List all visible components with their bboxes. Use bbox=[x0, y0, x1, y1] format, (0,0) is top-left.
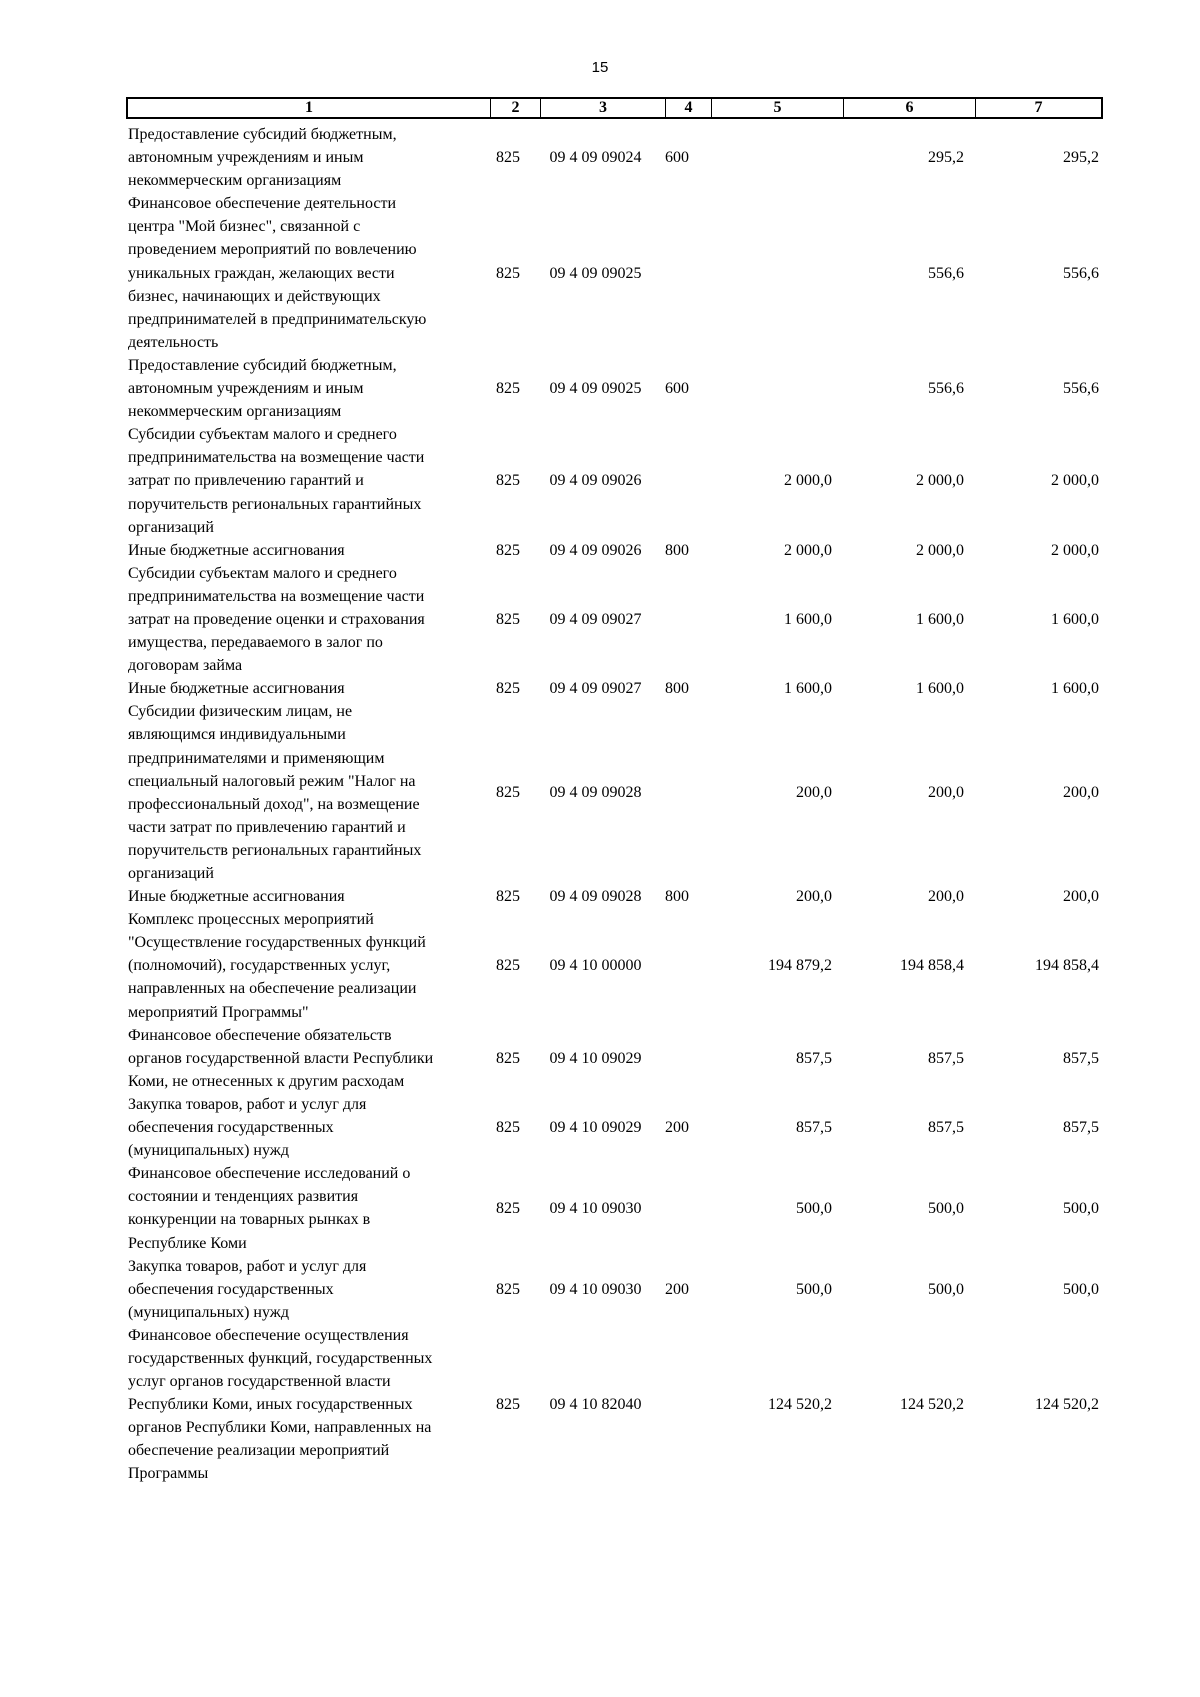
table-row bbox=[128, 123, 1103, 192]
row-target-code: 09 4 09 09028 bbox=[549, 784, 642, 802]
row-admin-code: 825 bbox=[496, 472, 520, 490]
row-description: Финансовое обеспечение обязательств органов государственной власти Республики Коми, не отнесенных к другим расходам bbox=[128, 1026, 434, 1090]
row-amount-col7: 200,0 bbox=[1063, 784, 1099, 802]
row-amount-col5: 500,0 bbox=[796, 1199, 832, 1217]
row-admin-code: 825 bbox=[496, 541, 520, 559]
row-expense-type: 800 bbox=[665, 680, 689, 698]
table-row bbox=[128, 1024, 1103, 1093]
row-description: Субсидии субъектам малого и среднего предпринимательства на возмещение части затрат по привлечению гарантий и поручительств региональных гарантийных организаций bbox=[128, 426, 425, 536]
row-amount-col6: 1 600,0 bbox=[916, 610, 964, 628]
header-col-1: 1 bbox=[128, 99, 491, 117]
row-amount-col6: 124 520,2 bbox=[900, 1396, 964, 1414]
row-admin-code: 825 bbox=[496, 680, 520, 698]
row-amount-col6: 2 000,0 bbox=[916, 541, 964, 559]
row-description: Иные бюджетные ассигнования bbox=[128, 680, 345, 698]
table-row bbox=[128, 1255, 1103, 1324]
table-row bbox=[128, 1162, 1103, 1254]
row-amount-col6: 200,0 bbox=[928, 888, 964, 906]
row-amount-col7: 124 520,2 bbox=[1035, 1396, 1099, 1414]
row-expense-type: 200 bbox=[665, 1280, 689, 1298]
row-target-code: 09 4 10 09029 bbox=[549, 1049, 642, 1067]
row-target-code: 09 4 09 09025 bbox=[549, 264, 642, 282]
row-admin-code: 825 bbox=[496, 1280, 520, 1298]
table-row bbox=[128, 354, 1103, 423]
row-description: Субсидии субъектам малого и среднего предпринимательства на возмещение части затрат на проведение оценки и страхования имущества, передаваемого в залог по договорам займа bbox=[128, 564, 425, 675]
row-expense-type: 600 bbox=[665, 149, 689, 167]
row-amount-col6: 500,0 bbox=[928, 1199, 964, 1217]
row-amount-col7: 500,0 bbox=[1063, 1280, 1099, 1298]
row-description: Субсидии физическим лицам, не являющимся индивидуальными предпринимателями и применяющим специальный налоговый режим "Налог на профессиональный доход", на возмещение части затрат по привлечению гарантий и поручительств региональных гарантийных организаций bbox=[128, 703, 422, 882]
row-admin-code: 825 bbox=[496, 1119, 520, 1137]
row-target-code: 09 4 10 00000 bbox=[549, 957, 642, 975]
row-amount-col7: 556,6 bbox=[1063, 264, 1099, 282]
row-description: Закупка товаров, работ и услуг для обеспечения государственных (муниципальных) нужд bbox=[128, 1095, 367, 1160]
row-description: Предоставление субсидий бюджетным, автономным учреждениям и иным некоммерческим организациям bbox=[128, 126, 397, 190]
row-target-code: 09 4 10 09030 bbox=[549, 1280, 642, 1298]
header-col-3: 3 bbox=[541, 99, 666, 117]
row-amount-col5: 857,5 bbox=[796, 1049, 832, 1067]
table-row bbox=[128, 700, 1103, 885]
row-target-code: 09 4 09 09026 bbox=[549, 472, 642, 490]
row-admin-code: 825 bbox=[496, 1049, 520, 1067]
row-target-code: 09 4 10 09029 bbox=[549, 1119, 642, 1137]
table-row bbox=[128, 1093, 1103, 1162]
row-admin-code: 825 bbox=[496, 1199, 520, 1217]
row-amount-col5: 124 520,2 bbox=[768, 1396, 832, 1414]
row-amount-col6: 1 600,0 bbox=[916, 680, 964, 698]
row-amount-col6: 295,2 bbox=[928, 149, 964, 167]
table-row bbox=[128, 423, 1103, 538]
row-amount-col7: 500,0 bbox=[1063, 1199, 1099, 1217]
row-target-code: 09 4 09 09027 bbox=[549, 680, 642, 698]
row-description: Финансовое обеспечение деятельности центра "Мой бизнес", связанной с проведением мероприятий по вовлечению уникальных граждан, желающих вести бизнес, начинающих и действующих предпринимателей в предпринимательскую деятельность bbox=[128, 195, 427, 351]
row-admin-code: 825 bbox=[496, 149, 520, 167]
row-target-code: 09 4 10 09030 bbox=[549, 1199, 642, 1217]
row-amount-col6: 556,6 bbox=[928, 380, 964, 398]
row-amount-col5: 1 600,0 bbox=[784, 610, 832, 628]
row-amount-col6: 194 858,4 bbox=[900, 957, 964, 975]
table-row bbox=[128, 562, 1103, 677]
row-description: Иные бюджетные ассигнования bbox=[128, 888, 345, 906]
row-amount-col7: 857,5 bbox=[1063, 1119, 1099, 1137]
row-target-code: 09 4 10 82040 bbox=[549, 1396, 642, 1414]
row-amount-col7: 2 000,0 bbox=[1051, 541, 1099, 559]
row-admin-code: 825 bbox=[496, 610, 520, 628]
table-header bbox=[126, 97, 1103, 119]
row-amount-col5: 500,0 bbox=[796, 1280, 832, 1298]
row-admin-code: 825 bbox=[496, 957, 520, 975]
header-col-6: 6 bbox=[844, 99, 976, 117]
row-expense-type: 600 bbox=[665, 380, 689, 398]
header-col-7: 7 bbox=[1034, 99, 1043, 116]
row-description: Комплекс процессных мероприятий "Осуществление государственных функций (полномочий), государственных услуг, направленных на обеспечение реализации мероприятий Программы" bbox=[128, 911, 426, 1021]
row-admin-code: 825 bbox=[496, 1396, 520, 1414]
row-target-code: 09 4 09 09024 bbox=[549, 149, 642, 167]
row-admin-code: 825 bbox=[496, 888, 520, 906]
row-amount-col6: 500,0 bbox=[928, 1280, 964, 1298]
row-description: Финансовое обеспечение исследований о состоянии и тенденциях развития конкуренции на товарных рынках в Республике Коми bbox=[128, 1165, 411, 1252]
row-amount-col5: 200,0 bbox=[796, 784, 832, 802]
row-amount-col6: 200,0 bbox=[928, 784, 964, 802]
row-amount-col6: 857,5 bbox=[928, 1119, 964, 1137]
row-expense-type: 800 bbox=[665, 888, 689, 906]
row-admin-code: 825 bbox=[496, 264, 520, 282]
row-amount-col7: 1 600,0 bbox=[1051, 680, 1099, 698]
row-admin-code: 825 bbox=[496, 784, 520, 802]
row-amount-col5: 1 600,0 bbox=[784, 680, 832, 698]
header-col-5: 5 bbox=[712, 99, 844, 117]
row-amount-col7: 1 600,0 bbox=[1051, 610, 1099, 628]
row-amount-col7: 556,6 bbox=[1063, 380, 1099, 398]
row-amount-col7: 2 000,0 bbox=[1051, 472, 1099, 490]
row-amount-col6: 857,5 bbox=[928, 1049, 964, 1067]
table-row bbox=[128, 539, 1103, 562]
page-number: 15 bbox=[591, 59, 609, 76]
row-expense-type: 200 bbox=[665, 1119, 689, 1137]
row-target-code: 09 4 09 09025 bbox=[549, 380, 642, 398]
row-amount-col5: 200,0 bbox=[796, 888, 832, 906]
row-admin-code: 825 bbox=[496, 380, 520, 398]
row-amount-col7: 295,2 bbox=[1063, 149, 1099, 167]
table-row bbox=[128, 1324, 1103, 1486]
table-row bbox=[128, 908, 1103, 1023]
header-col-2: 2 bbox=[491, 99, 541, 117]
row-amount-col5: 194 879,2 bbox=[768, 957, 832, 975]
row-amount-col6: 2 000,0 bbox=[916, 472, 964, 490]
table-row bbox=[128, 677, 1103, 700]
header-col-4: 4 bbox=[666, 99, 712, 117]
row-description: Финансовое обеспечение осуществления государственных функций, государственных услуг органов государственной власти Республики Коми, иных государственных органов Республики Коми, направленных на обеспечение реализации мероприятий Программы bbox=[128, 1326, 433, 1483]
row-amount-col5: 2 000,0 bbox=[784, 472, 832, 490]
table-row bbox=[128, 885, 1103, 908]
row-target-code: 09 4 09 09028 bbox=[549, 888, 642, 906]
row-expense-type: 800 bbox=[665, 541, 689, 559]
row-amount-col7: 194 858,4 bbox=[1035, 957, 1099, 975]
row-amount-col5: 2 000,0 bbox=[784, 541, 832, 559]
row-target-code: 09 4 09 09027 bbox=[549, 610, 642, 628]
row-target-code: 09 4 09 09026 bbox=[549, 541, 642, 559]
table-row bbox=[128, 192, 1103, 354]
row-amount-col7: 200,0 bbox=[1063, 888, 1099, 906]
row-amount-col7: 857,5 bbox=[1063, 1049, 1099, 1067]
row-description: Иные бюджетные ассигнования bbox=[128, 541, 345, 559]
row-description: Закупка товаров, работ и услуг для обеспечения государственных (муниципальных) нужд bbox=[128, 1257, 367, 1321]
row-amount-col5: 857,5 bbox=[796, 1119, 832, 1137]
row-amount-col6: 556,6 bbox=[928, 264, 964, 282]
table-body bbox=[128, 123, 1103, 1486]
row-description: Предоставление субсидий бюджетным, автономным учреждениям и иным некоммерческим организациям bbox=[128, 356, 397, 421]
